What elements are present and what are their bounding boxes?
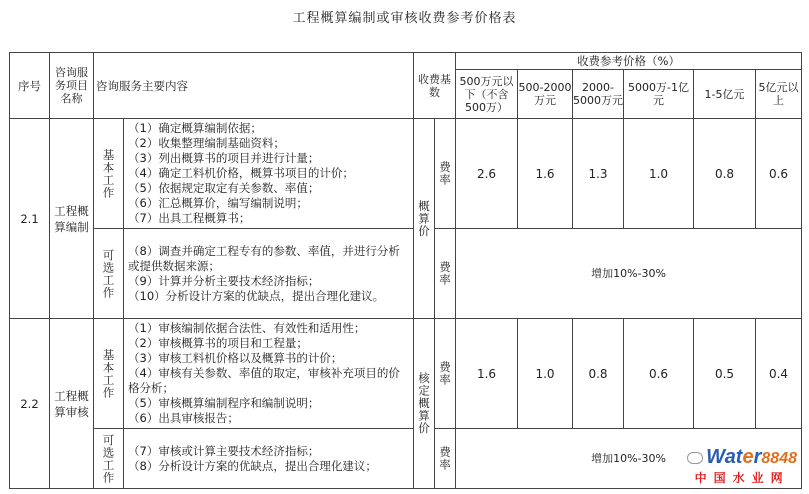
rate-value: 1.0: [518, 319, 573, 429]
list-item: （9）计算并分析主要技术经济指标；: [128, 273, 320, 288]
list-item: （3）审核工料机价格以及概算书的计价；: [128, 351, 343, 365]
header-row-1: [10, 53, 802, 70]
rate-label: 费率: [435, 319, 456, 429]
header-seq: 序号: [10, 53, 50, 119]
page-title: 工程概算编制或审核收费参考价格表: [292, 11, 517, 26]
rate-value: 1.3: [573, 119, 624, 229]
table-row: [10, 229, 802, 319]
row-service-name: 工程概算编制: [50, 119, 94, 319]
header-tier: 500-2000万元: [518, 70, 573, 119]
row-seq: 2.1: [10, 119, 50, 319]
list-item: （2）收集整理编制基础资料；: [128, 136, 285, 150]
list-item: （4）确定工料机价格，概算书项目的计价；: [128, 166, 354, 180]
header-tier: 1-5亿元: [694, 70, 756, 119]
list-item: （7）审核或计算主要技术经济指标；: [128, 443, 320, 458]
list-item: （5）依据规定取定有关参数、率值；: [128, 181, 320, 195]
rate-increase: 增加10%-30%: [456, 429, 802, 489]
header-tier: 5亿元以上: [756, 70, 802, 119]
rate-value: 1.6: [456, 319, 518, 429]
list-item: （4）审核有关参数、率值的取定，审核补充项目的价格分析；: [128, 366, 400, 395]
list-item: （8）调查并确定工程专有的参数、率值，并进行分析或提供数据来源；: [128, 243, 400, 273]
work-type-label: 基本工作: [94, 119, 124, 229]
work-type-label: 可选工作: [94, 429, 124, 489]
rate-label: 费率: [435, 429, 456, 489]
header-tier: 2000-5000万元: [573, 70, 624, 119]
rate-value: 0.8: [694, 119, 756, 229]
rate-value: 0.5: [694, 319, 756, 429]
list-item: （7）出具工程概算书；: [128, 211, 251, 225]
rate-value: 1.0: [624, 119, 694, 229]
header-tier: 5000万-1亿元: [624, 70, 694, 119]
rate-increase: 增加10%-30%: [456, 229, 802, 319]
list-item: （3）列出概算书的项目并进行计量；: [128, 151, 320, 165]
work-items: [124, 119, 414, 229]
table-row: [10, 429, 802, 489]
row-basis: 概算价: [414, 119, 435, 319]
row-seq: 2.2: [10, 319, 50, 489]
header-tier: 500万元以下（不含500万）: [456, 70, 518, 119]
header-rate-group: 收费参考价格（%）: [456, 53, 802, 70]
list-item: （5）审核概算编制程序和编制说明；: [128, 396, 320, 410]
header-service-name: 咨询服务项目名称: [50, 53, 94, 119]
work-type-label: 可选工作: [94, 229, 124, 319]
work-items: [124, 229, 414, 319]
table-row: [10, 119, 802, 229]
rate-label: 费率: [435, 119, 456, 229]
rate-value: 0.6: [756, 119, 802, 229]
rate-value: 0.4: [756, 319, 802, 429]
row-basis: 核定概算价: [414, 319, 435, 489]
watermark-cn: 中国水业网: [694, 471, 790, 485]
list-item: （10）分析设计方案的优缺点，提出合理化建议。: [128, 288, 385, 303]
table-row: [10, 319, 802, 429]
watermark-logo: Water8848 中国水业网: [687, 446, 797, 486]
work-items: [124, 319, 414, 429]
work-type-label: 基本工作: [94, 319, 124, 429]
list-item: （1）审核编制依据合法性、有效性和适用性；: [128, 321, 366, 335]
rate-value: 0.8: [573, 319, 624, 429]
list-item: （2）审核概算书的项目和工程量；: [128, 336, 308, 350]
rate-value: 2.6: [456, 119, 518, 229]
header-basis: 收费基数: [414, 53, 456, 119]
rate-value: 1.6: [518, 119, 573, 229]
list-item: （8）分析设计方案的优缺点，提出合理化建议；: [128, 458, 377, 473]
list-item: （6）出具审核报告；: [128, 411, 239, 425]
fee-table: [9, 52, 802, 489]
work-items: [124, 429, 414, 489]
rate-value: 0.6: [624, 319, 694, 429]
rate-label: 费率: [435, 229, 456, 319]
row-service-name: 工程概算审核: [50, 319, 94, 489]
list-item: （1）确定概算编制依据；: [128, 121, 262, 135]
watermark-brand: Wat: [706, 446, 743, 468]
list-item: （6）汇总概算价，编写编制说明；: [128, 196, 308, 210]
wechat-icon: [687, 452, 703, 464]
header-content: 咨询服务主要内容: [94, 53, 414, 119]
